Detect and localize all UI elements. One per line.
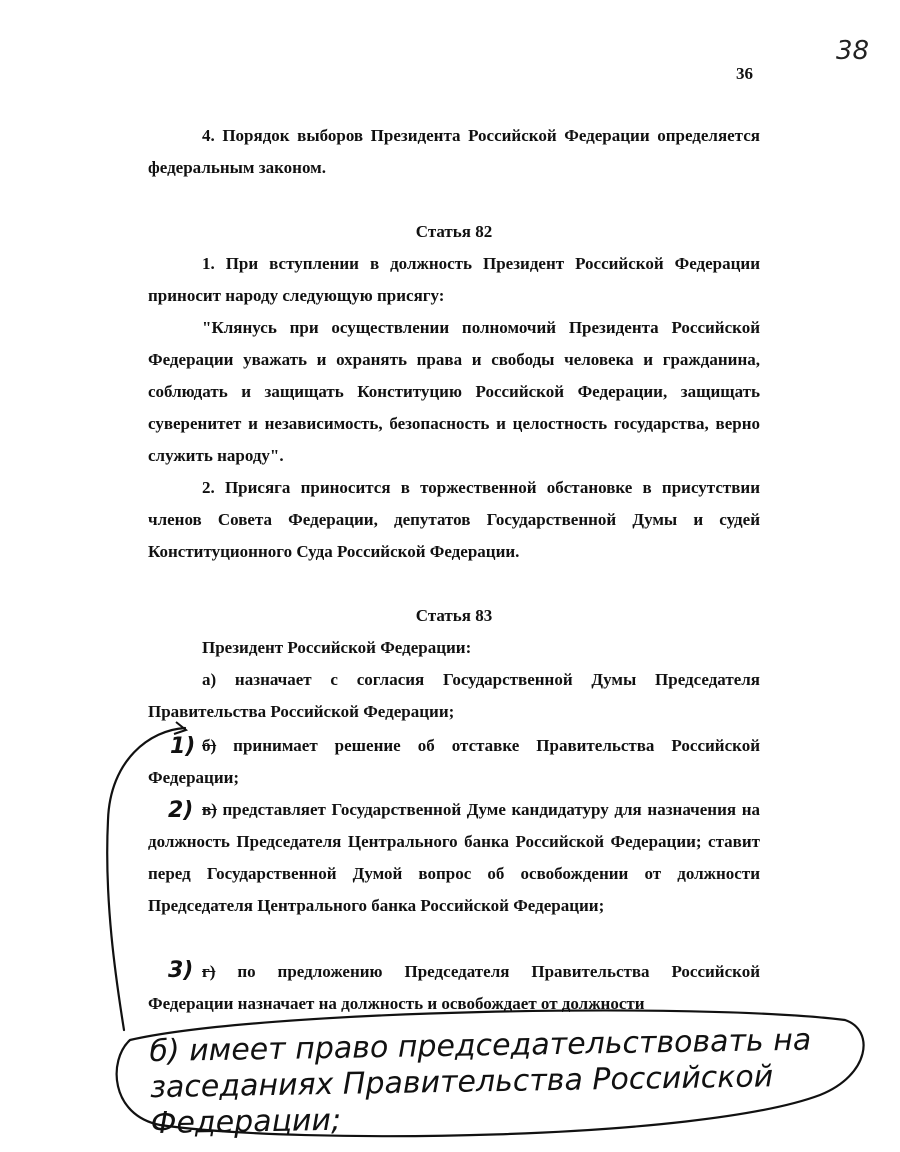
handwritten-insert-note: б) имеет право председательствовать на заседаниях Правительства Российской Федерации; [149,1022,812,1142]
article-heading: Статья 82 [415,222,493,241]
article-82-oath [148,312,760,472]
struck-letter: в) [202,800,217,819]
article-82-point-1 [148,248,760,312]
paragraph-text: принимает решение об отставке Правительства Российской Федерации; [148,736,760,787]
paragraph-text: Президент Российской Федерации: [202,638,472,657]
article-82-point-2 [148,472,760,568]
paragraph-text: по предложению Председателя Правительства Российской Федерации назначает на должность и освобождает от должности [148,962,760,1013]
article-83-item-a [148,664,760,728]
paragraph-text: а) назначает с согласия Государственной Думы Председателя Правительства Российской Федерации; [148,670,760,721]
paragraph-text: 2. Присяга приносится в торжественной обстановке в присутствии членов Совета Федерации, депутатов Государственной Думы и судей Конституционного Суда Российской Федерации. [148,478,760,561]
paragraph-text: 1. При вступлении в должность Президент Российской Федерации приносит народу следующую присягу: [148,254,760,305]
handwritten-page-number: 38 [836,36,870,66]
article-82-heading-block [148,216,760,248]
article-83-heading-block [148,600,760,632]
handwritten-mark: 1) [170,734,196,759]
handwritten-mark: 3) [168,958,194,983]
article-83-intro [148,632,760,664]
handwritten-mark: 2) [168,798,194,823]
paragraph-election-order [148,120,760,184]
paragraph-text: представляет Государственной Думе кандидатуру для назначения на должность Председателя Центрального банка Российской Федерации; ставит перед Государственной Думой вопрос об освобождении от должности Председателя Центрального банка Российской Федерации; [148,800,760,915]
article-83-item-v [148,794,760,922]
struck-letter: г) [202,962,216,981]
paragraph-text: "Клянусь при осуществлении полномочий Президента Российской Федерации уважать и охранять права и свободы человека и гражданина, соблюдать и защищать Конституцию Российской Федерации, защищать суверенитет и независимость, безопасность и целостность государства, верно служить народу". [148,318,760,465]
paragraph-text: 4. Порядок выборов Президента Российской Федерации определяется федеральным законом. [148,126,760,177]
struck-letter: б) [202,736,217,755]
article-heading: Статья 83 [415,606,493,625]
article-83-item-g [148,956,760,1020]
page-number: 36 [736,64,753,83]
article-83-item-b [148,730,760,794]
